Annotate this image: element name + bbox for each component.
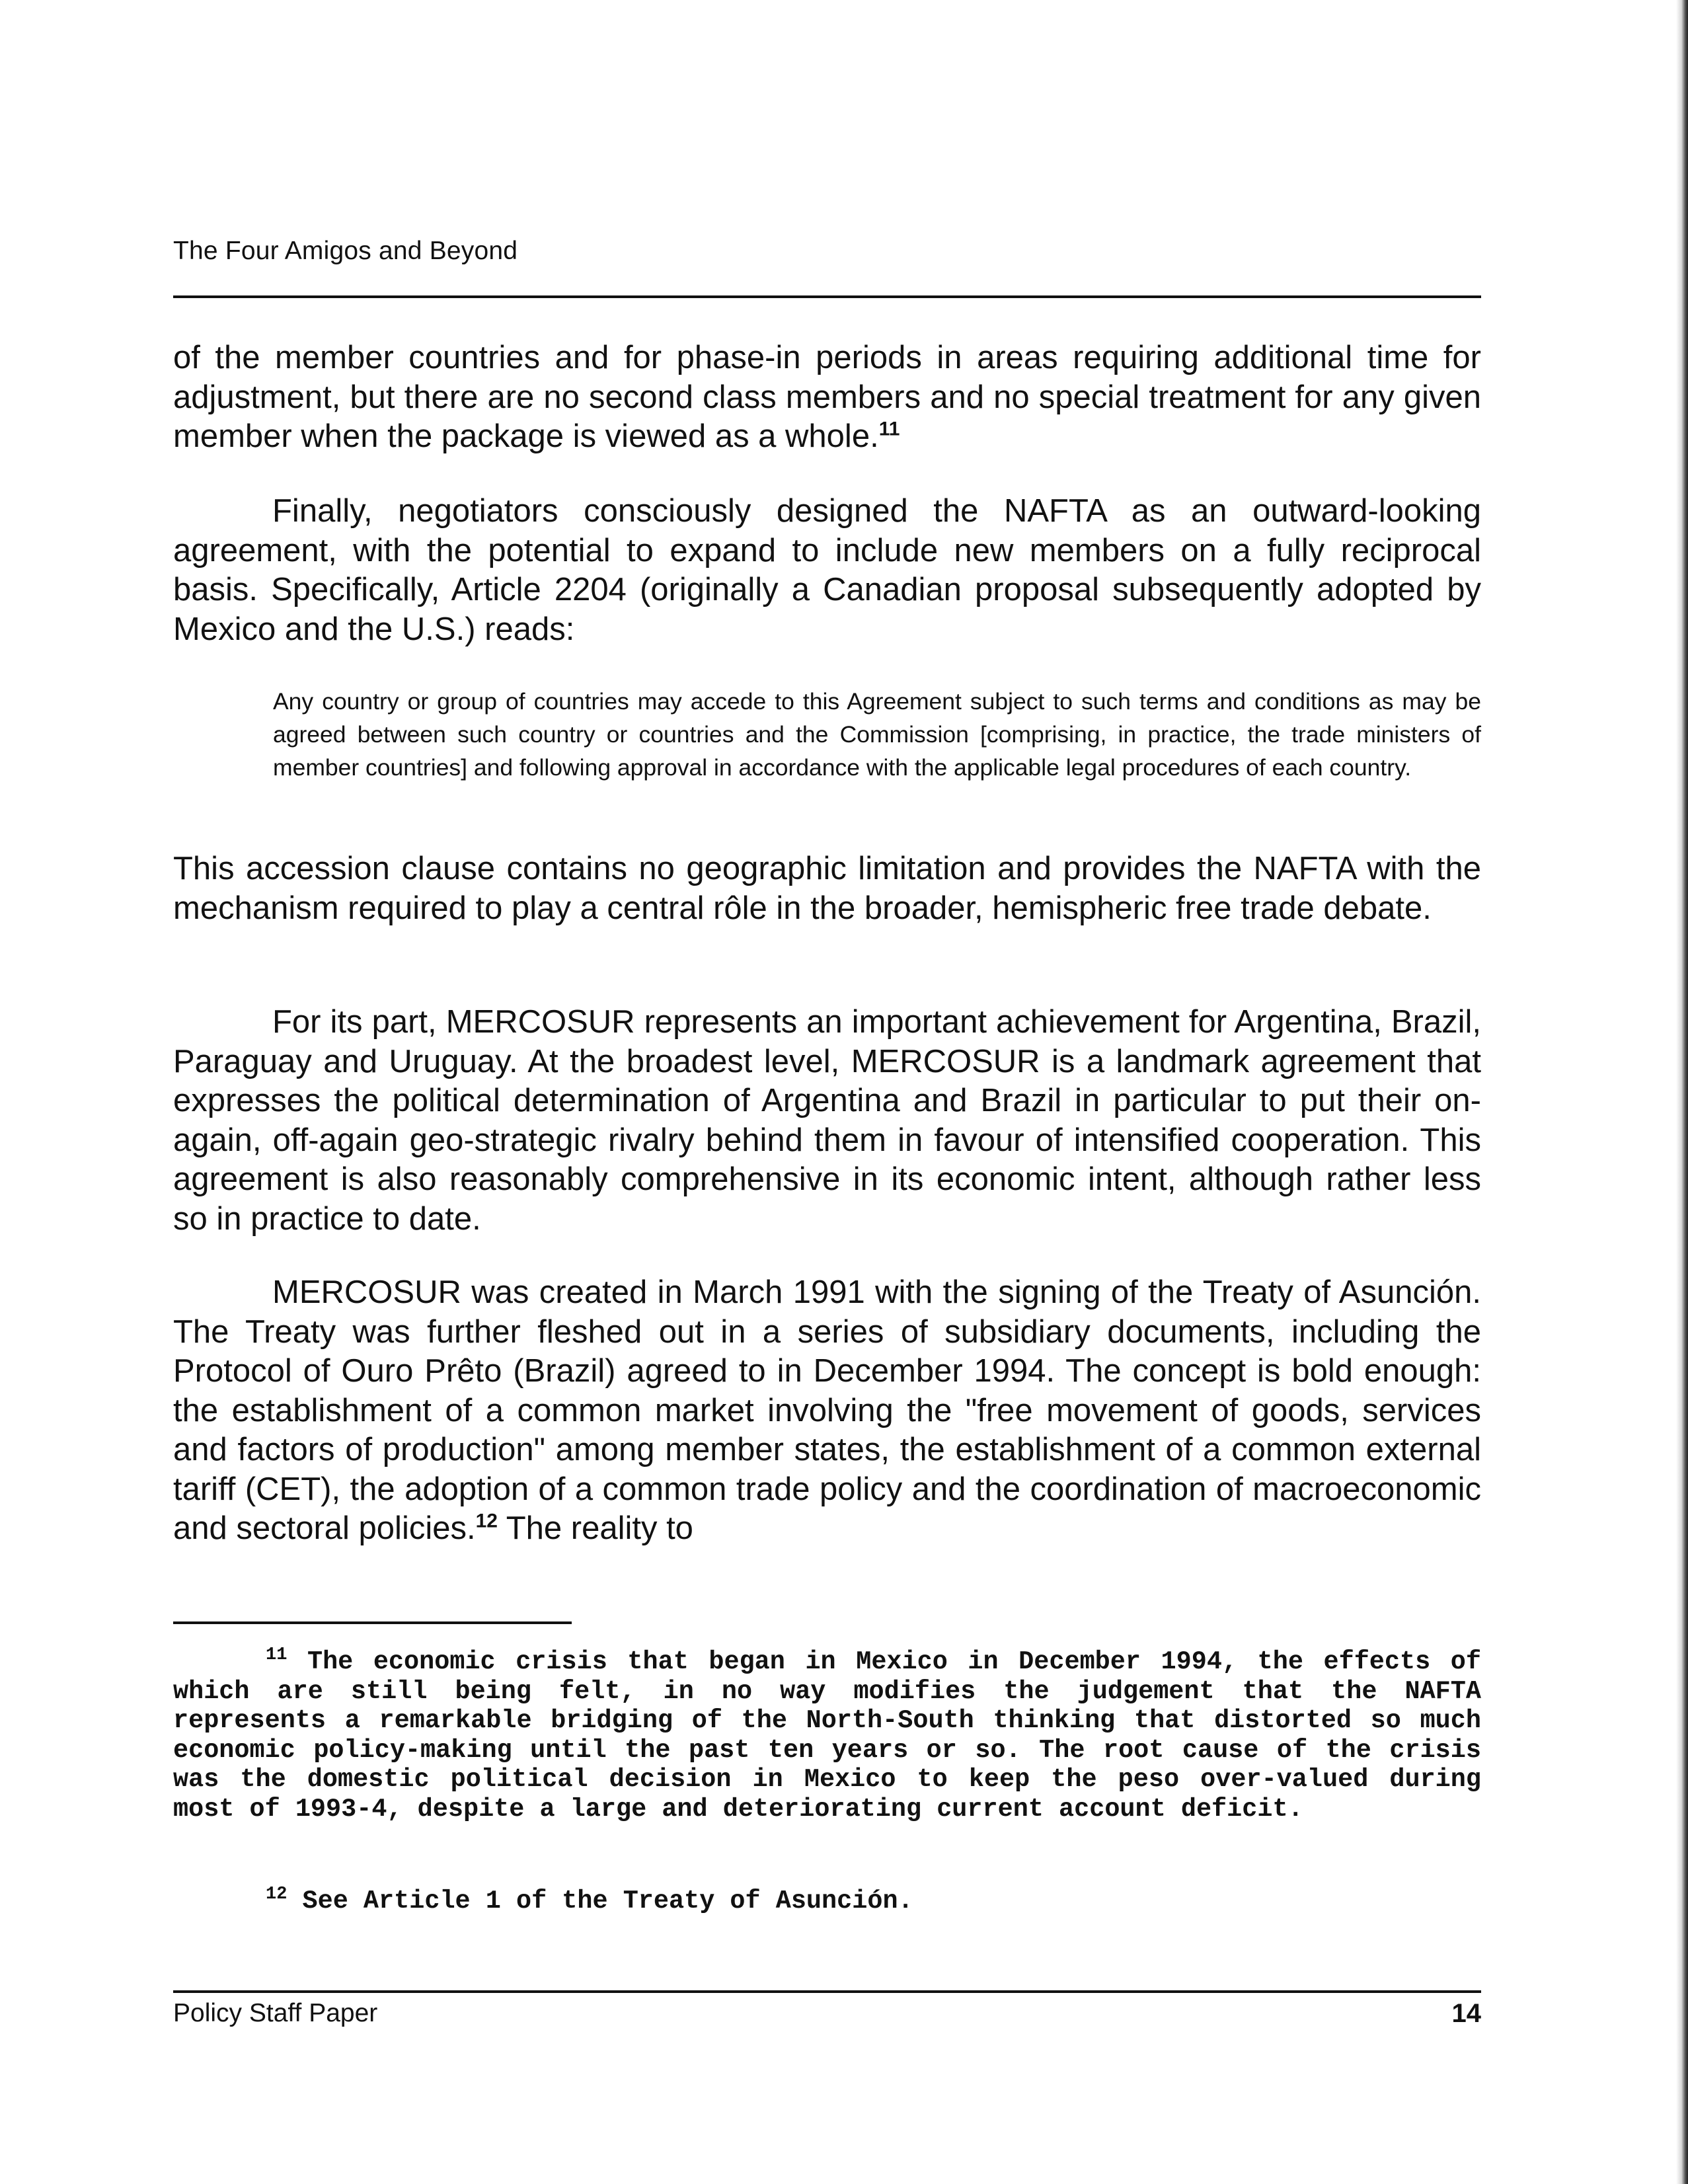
paragraph-text: MERCOSUR was created in March 1991 with the signing of the Treaty of Asunción. The Treaty was further fleshed out in a series of subsidiary documents, including the Protocol of Ouro Prêto (Brazil) agreed to in December 1994. The concept is bold enough: the establishment of a common market involving the "free movement of goods, services and factors of production" among member states, the establishment of a common external tariff (CET), the adoption of a common trade policy and the coordination of macroeconomic and sectoral policies. [173,1274,1481,1546]
footnote-ref: 11 [878,418,900,440]
header-rule [173,295,1481,298]
scan-edge [1676,0,1688,2184]
paragraph-text: The reality to [497,1510,693,1546]
footnote-text: The economic crisis that began in Mexico in December 1994, the effects of which are still being felt, in no way modifies the judgement that the NAFTA represents a remarkable bridging of the North-South thinking that distorted so much economic policy-making until the past ten years or so. The root cause of the crisis was the domestic political decision in Mexico to keep the peso over-valued during most of 1993-4, despite a large and deteriorating current account deficit. [173,1647,1481,1824]
page-number: 14 [1451,1999,1481,2028]
footnote [173,1887,1481,1916]
footnote-ref: 12 [475,1510,498,1532]
block-quote: Any country or group of countries may accede to this Agreement subject to such terms and conditions as may be agreed between such country or countries and the Commission [comprising, in practice, the trade ministers of member countries] and following approval in accordance with the applicable legal procedures of each country. [273,688,1481,781]
footnote-text: See Article 1 of the Treaty of Asunción. [287,1887,913,1916]
running-footer: Policy Staff Paper [173,1999,378,2027]
footnote-mark: 12 [266,1885,288,1905]
paragraph: For its part, MERCOSUR represents an important achievement for Argentina, Brazil, Paraguay and Uruguay. At the broadest level, MERCOSUR is a landmark agreement that expresses the political determination of Argentina and Brazil in particular to put their on-again, off-again geo-strategic rivalry behind them in favour of intensified cooperation. This agreement is also reasonably comprehensive in its economic intent, although rather less so in practice to date. [173,1004,1481,1237]
footnote [173,1647,1481,1824]
footnote-separator [173,1621,572,1624]
paragraph-text: of the member countries and for phase-in periods in areas requiring additional time for adjustment, but there are no second class members and no special treatment for any given member when the package is viewed as a whole. [173,340,1481,454]
footnote-mark: 11 [266,1645,288,1666]
footer-rule [173,1990,1481,1993]
paragraph: This accession clause contains no geographic limitation and provides the NAFTA with the mechanism required to play a central rôle in the broader, hemispheric free trade debate. [173,851,1481,926]
running-header: The Four Amigos and Beyond [173,237,518,265]
paragraph [173,1273,1481,1549]
paragraph: Finally, negotiators consciously designed the NAFTA as an outward-looking agreement, with the potential to expand to include new members on a fully reciprocal basis. Specifically, Article 2204 (originally a Canadian proposal subsequently adopted by Mexico and the U.S.) reads: [173,493,1481,647]
paragraph [173,338,1481,457]
